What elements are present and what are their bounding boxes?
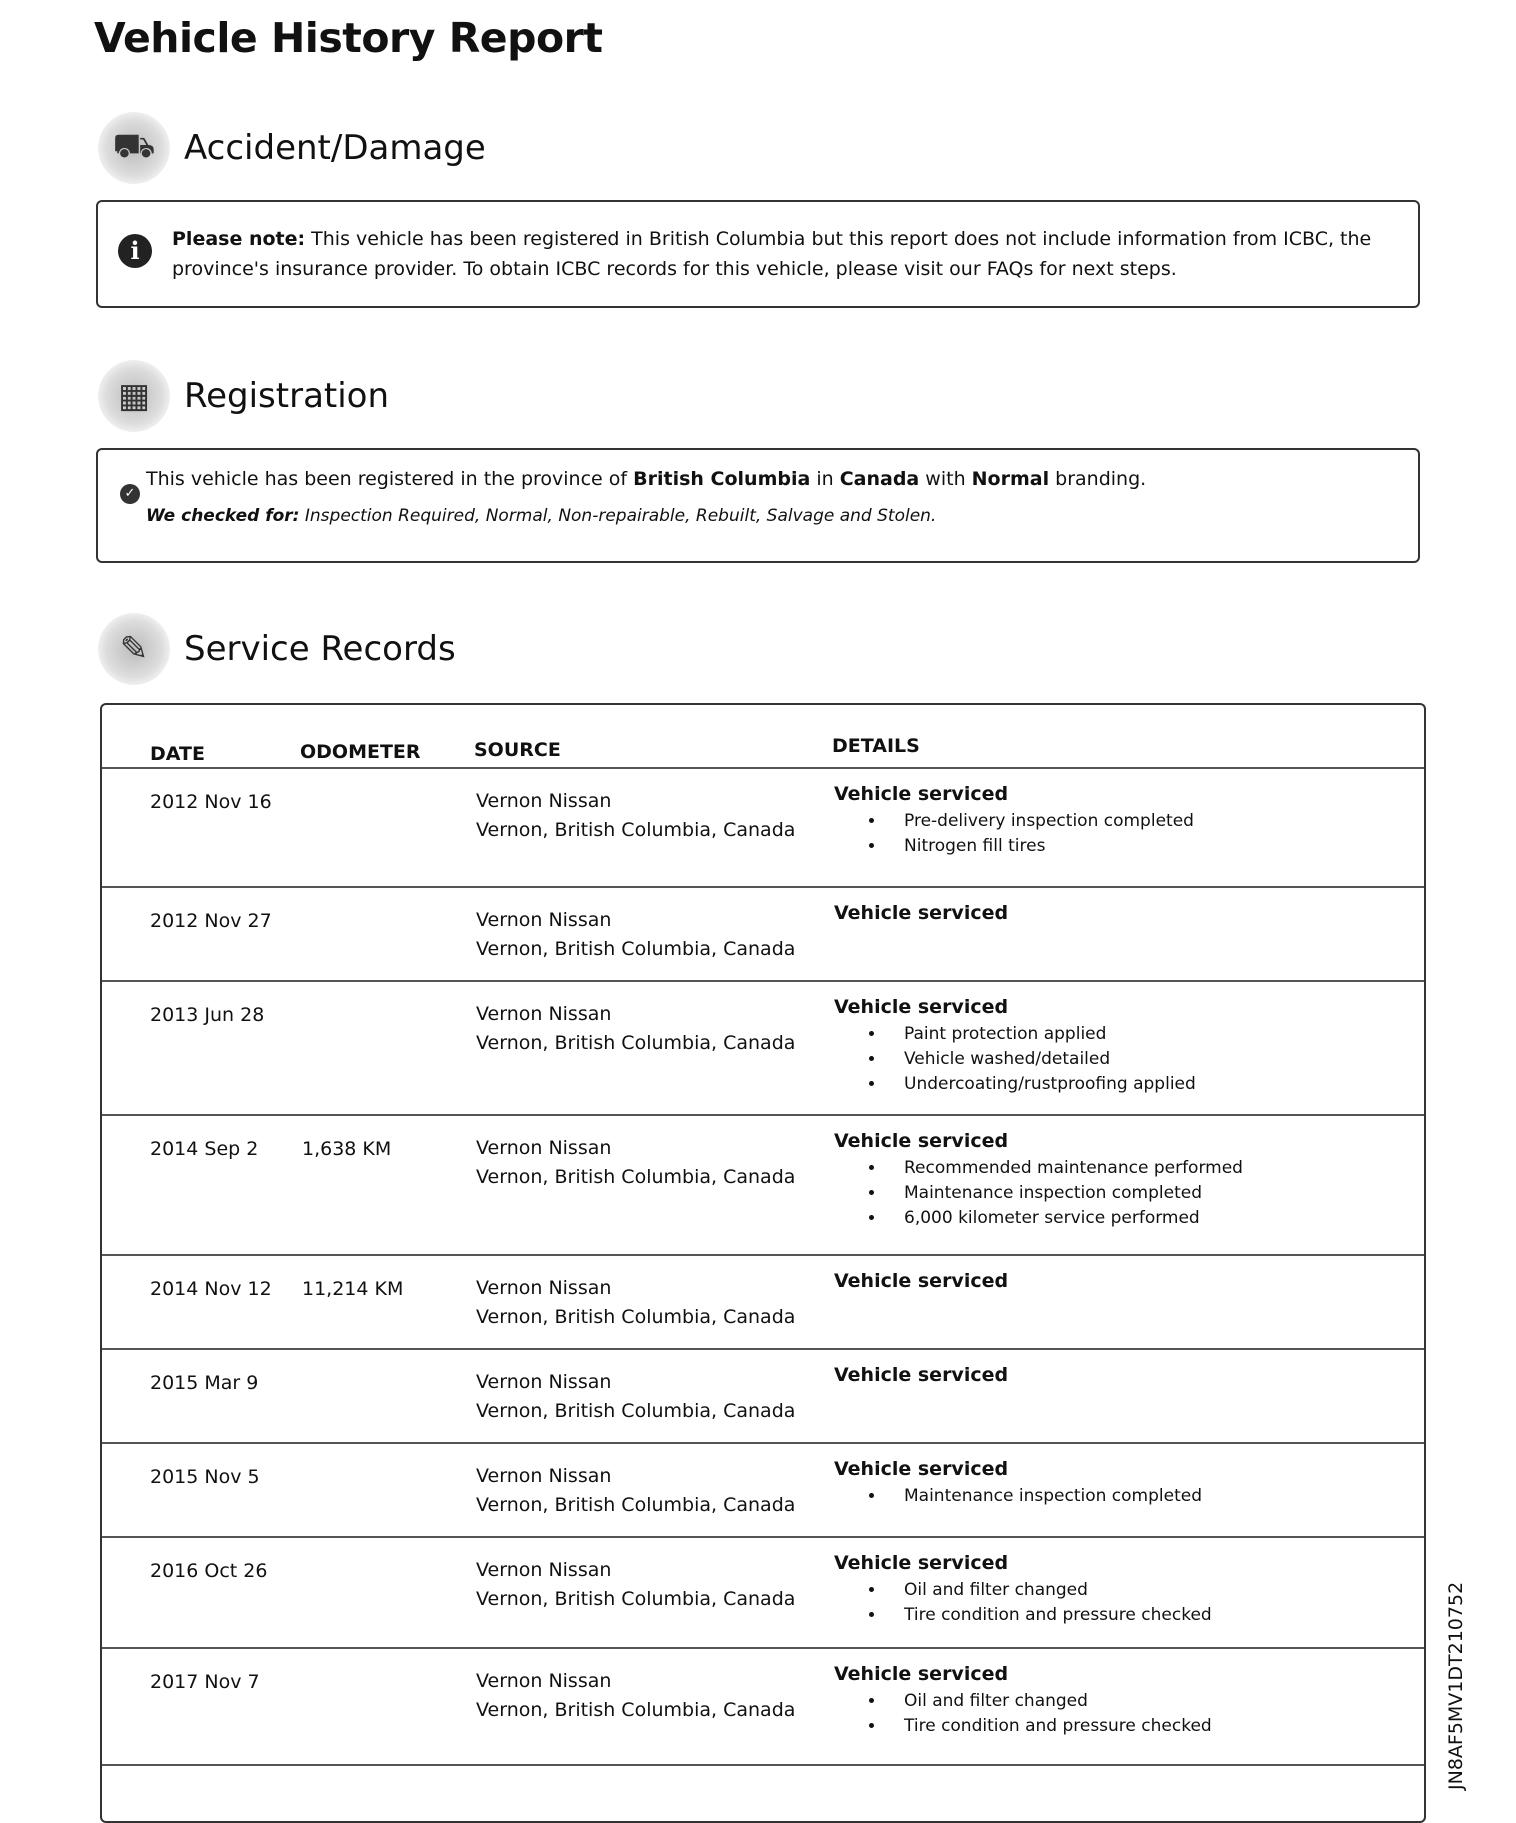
detail-item: • Oil and filter changed: [886, 1578, 1212, 1603]
row-date: 2017 Nov 7: [150, 1671, 260, 1693]
source-location: Vernon, British Columbia, Canada: [476, 1032, 796, 1054]
row-details: [834, 1458, 1202, 1509]
source-location: Vernon, British Columbia, Canada: [476, 1699, 796, 1721]
row-date: 2012 Nov 16: [150, 791, 272, 813]
detail-title: Vehicle serviced: [834, 1552, 1009, 1574]
col-details: DETAILS: [832, 735, 920, 757]
row-details: [834, 783, 1194, 859]
row-details: [834, 1663, 1212, 1739]
source-location: Vernon, British Columbia, Canada: [476, 1588, 796, 1610]
source-location: Vernon, British Columbia, Canada: [476, 938, 796, 960]
col-source: SOURCE: [474, 739, 561, 761]
source-name: Vernon Nissan: [476, 909, 612, 931]
row-source: [476, 787, 795, 845]
row-source: [476, 1368, 795, 1426]
row-source: [476, 1000, 795, 1058]
row-details: [834, 1552, 1212, 1628]
registration-statement: This vehicle has been registered in the province of British Columbia in Canada with Normal branding.: [146, 468, 1147, 490]
detail-item: • Oil and filter changed: [886, 1689, 1212, 1714]
row-details: [834, 1364, 1008, 1390]
row-date: 2015 Nov 5: [150, 1466, 260, 1488]
row-source: [476, 1667, 795, 1725]
detail-title: Vehicle serviced: [834, 1270, 1009, 1292]
detail-title: Vehicle serviced: [834, 1130, 1009, 1152]
source-name: Vernon Nissan: [476, 1465, 612, 1487]
info-icon: i: [118, 234, 152, 268]
source-location: Vernon, British Columbia, Canada: [476, 1494, 796, 1516]
table-row: [102, 1444, 1424, 1538]
row-date: 2014 Nov 12: [150, 1278, 272, 1300]
row-odometer: 11,214 KM: [302, 1278, 404, 1300]
map-icon: ▦: [98, 360, 170, 432]
detail-item: • Recommended maintenance performed: [886, 1156, 1243, 1181]
detail-item: • Nitrogen fill tires: [886, 834, 1194, 859]
row-date: 2012 Nov 27: [150, 910, 272, 932]
table-row: [102, 888, 1424, 982]
table-row: [102, 1350, 1424, 1444]
row-details: [834, 902, 1008, 928]
row-odometer: 1,638 KM: [302, 1138, 392, 1160]
table-row: [102, 1538, 1424, 1649]
check-icon: ✓: [120, 484, 140, 504]
row-source: [476, 1462, 795, 1520]
page-title: Vehicle History Report: [94, 14, 603, 62]
detail-item: • 6,000 kilometer service performed: [886, 1206, 1243, 1231]
detail-item: • Vehicle washed/detailed: [886, 1047, 1196, 1072]
table-header: [102, 705, 1424, 769]
detail-item: • Pre-delivery inspection completed: [886, 809, 1194, 834]
table-row: [102, 982, 1424, 1116]
service-section-header: [98, 613, 456, 685]
source-location: Vernon, British Columbia, Canada: [476, 1166, 796, 1188]
detail-title: Vehicle serviced: [834, 1364, 1009, 1386]
registration-section-header: [98, 360, 389, 432]
row-details: [834, 1270, 1008, 1296]
vin-label: JN8AF5MV1DT210752: [1445, 1581, 1467, 1790]
source-name: Vernon Nissan: [476, 1137, 612, 1159]
table-row: [102, 1116, 1424, 1256]
source-location: Vernon, British Columbia, Canada: [476, 1400, 796, 1422]
detail-title: Vehicle serviced: [834, 783, 1009, 805]
row-details: [834, 1130, 1243, 1231]
source-name: Vernon Nissan: [476, 1670, 612, 1692]
source-name: Vernon Nissan: [476, 1559, 612, 1581]
service-records-table: [100, 703, 1426, 1823]
row-source: [476, 906, 795, 964]
registration-box: [96, 448, 1420, 563]
source-name: Vernon Nissan: [476, 1371, 612, 1393]
table-row: [102, 1649, 1424, 1766]
detail-title: Vehicle serviced: [834, 1663, 1009, 1685]
detail-title: Vehicle serviced: [834, 902, 1009, 924]
accident-section-header: [98, 112, 486, 184]
tow-truck-icon: ⛟: [98, 112, 170, 184]
icbc-note-box: [96, 200, 1420, 308]
detail-item: • Paint protection applied: [886, 1022, 1196, 1047]
source-location: Vernon, British Columbia, Canada: [476, 819, 796, 841]
source-name: Vernon Nissan: [476, 1003, 612, 1025]
detail-item: • Maintenance inspection completed: [886, 1484, 1202, 1509]
detail-item: • Tire condition and pressure checked: [886, 1714, 1212, 1739]
source-location: Vernon, British Columbia, Canada: [476, 1306, 796, 1328]
row-details: [834, 996, 1196, 1097]
detail-item: • Maintenance inspection completed: [886, 1181, 1243, 1206]
detail-item: • Undercoating/rustproofing applied: [886, 1072, 1196, 1097]
detail-item: • Tire condition and pressure checked: [886, 1603, 1212, 1628]
row-source: [476, 1274, 795, 1332]
row-date: 2014 Sep 2: [150, 1138, 259, 1160]
service-heading: Service Records: [184, 629, 456, 669]
row-source: [476, 1556, 795, 1614]
row-date: 2015 Mar 9: [150, 1372, 259, 1394]
source-name: Vernon Nissan: [476, 790, 612, 812]
note-text: This vehicle has been registered in British Columbia but this report does not include information from ICBC, the province's insurance provider. To obtain ICBC records for this vehicle, please visit our FAQs for next steps.: [172, 228, 1372, 280]
row-date: 2013 Jun 28: [150, 1004, 265, 1026]
table-row: [102, 769, 1424, 888]
accident-heading: Accident/Damage: [184, 128, 486, 168]
col-date: DATE: [150, 743, 205, 765]
registration-heading: Registration: [184, 376, 390, 416]
source-name: Vernon Nissan: [476, 1277, 612, 1299]
col-odometer: ODOMETER: [300, 741, 421, 763]
wrench-icon: ✎: [98, 613, 170, 685]
table-row: [102, 1256, 1424, 1350]
detail-title: Vehicle serviced: [834, 996, 1009, 1018]
row-source: [476, 1134, 795, 1192]
note-label: Please note:: [172, 228, 306, 250]
checked-for: We checked for: Inspection Required, Normal, Non-repairable, Rebuilt, Salvage and Stolen.: [146, 506, 937, 526]
detail-title: Vehicle serviced: [834, 1458, 1009, 1480]
row-date: 2016 Oct 26: [150, 1560, 268, 1582]
